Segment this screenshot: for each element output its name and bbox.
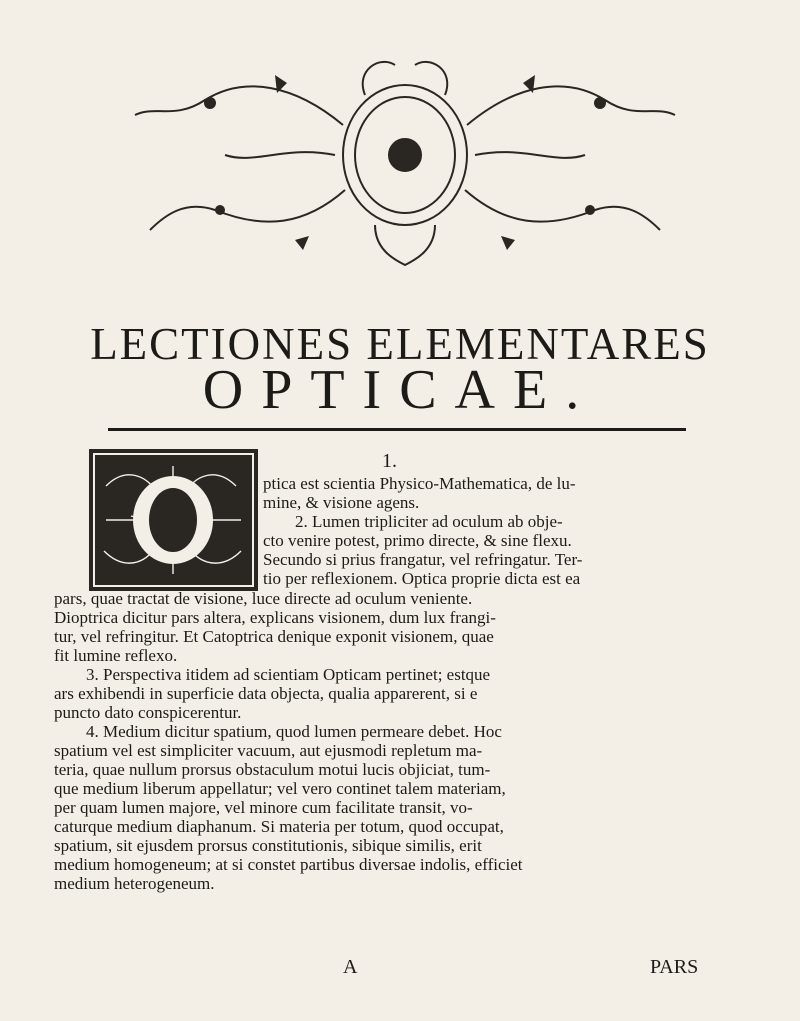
text-line: pars, quae tractat de visione, luce directe ad oculum veniente. <box>54 589 473 608</box>
paragraph-top-block <box>263 474 733 588</box>
text-line: ars exhibendi in superficie data objecta, qualia apparerent, si e <box>54 684 478 703</box>
book-title: LECTIONES ELEMENTARES <box>90 319 710 369</box>
decorative-initial <box>86 446 261 594</box>
signature-mark: A <box>343 956 358 978</box>
section-number: 1. <box>382 450 397 472</box>
text-line: cto venire potest, primo directe, & sine flexu. <box>263 531 572 550</box>
text-line: ptica est scientia Physico-Mathematica, de lu- <box>263 474 576 493</box>
text-line: caturque medium diaphanum. Si materia per totum, quod occupat, <box>54 817 504 836</box>
text-line: 3. Perspectiva itidem ad scientiam Opticam pertinet; estque <box>86 665 491 684</box>
ornamental-headpiece <box>95 45 715 280</box>
text-line: fit lumine reflexo. <box>54 646 178 665</box>
text-line: mine, & visione agens. <box>263 493 420 512</box>
text-line: spatium vel est simpliciter vacuum, aut ejusmodi repletum ma- <box>54 741 483 760</box>
text-line: spatium, sit ejusdem prorsus constitutionis, sibique similis, erit <box>54 836 482 855</box>
text-line: medium heterogeneum. <box>54 874 215 893</box>
text-line: per quam lumen majore, vel minore cum facilitate transit, vo- <box>54 798 473 817</box>
title-rule <box>108 428 686 431</box>
text-line: 2. Lumen tripliciter ad oculum ab obje- <box>295 512 563 531</box>
text-line: Secundo si prius frangatur, vel refringatur. Ter- <box>263 550 583 569</box>
text-line: puncto dato conspicerentur. <box>54 703 242 722</box>
text-line: tio per reflexionem. Optica proprie dicta est ea <box>263 569 581 588</box>
catchword: PARS <box>650 956 699 978</box>
text-line: Dioptrica dicitur pars altera, explicans visionem, dum lux frangi- <box>54 608 496 627</box>
text-line: teria, quae nullum prorsus obstaculum motui lucis objiciat, tum- <box>54 760 491 779</box>
text-line: medium homogeneum; at si constet partibus diversae indolis, efficiet <box>54 855 523 874</box>
text-line: que medium liberum appellatur; vel vero continet talem materiam, <box>54 779 506 798</box>
paragraph-body-block <box>54 589 744 893</box>
text-line: 4. Medium dicitur spatium, quod lumen permeare debet. Hoc <box>86 722 502 741</box>
text-line: tur, vel refringitur. Et Catoptrica denique exponit visionem, quae <box>54 627 494 646</box>
book-subtitle: OPTICAE. <box>202 359 598 421</box>
